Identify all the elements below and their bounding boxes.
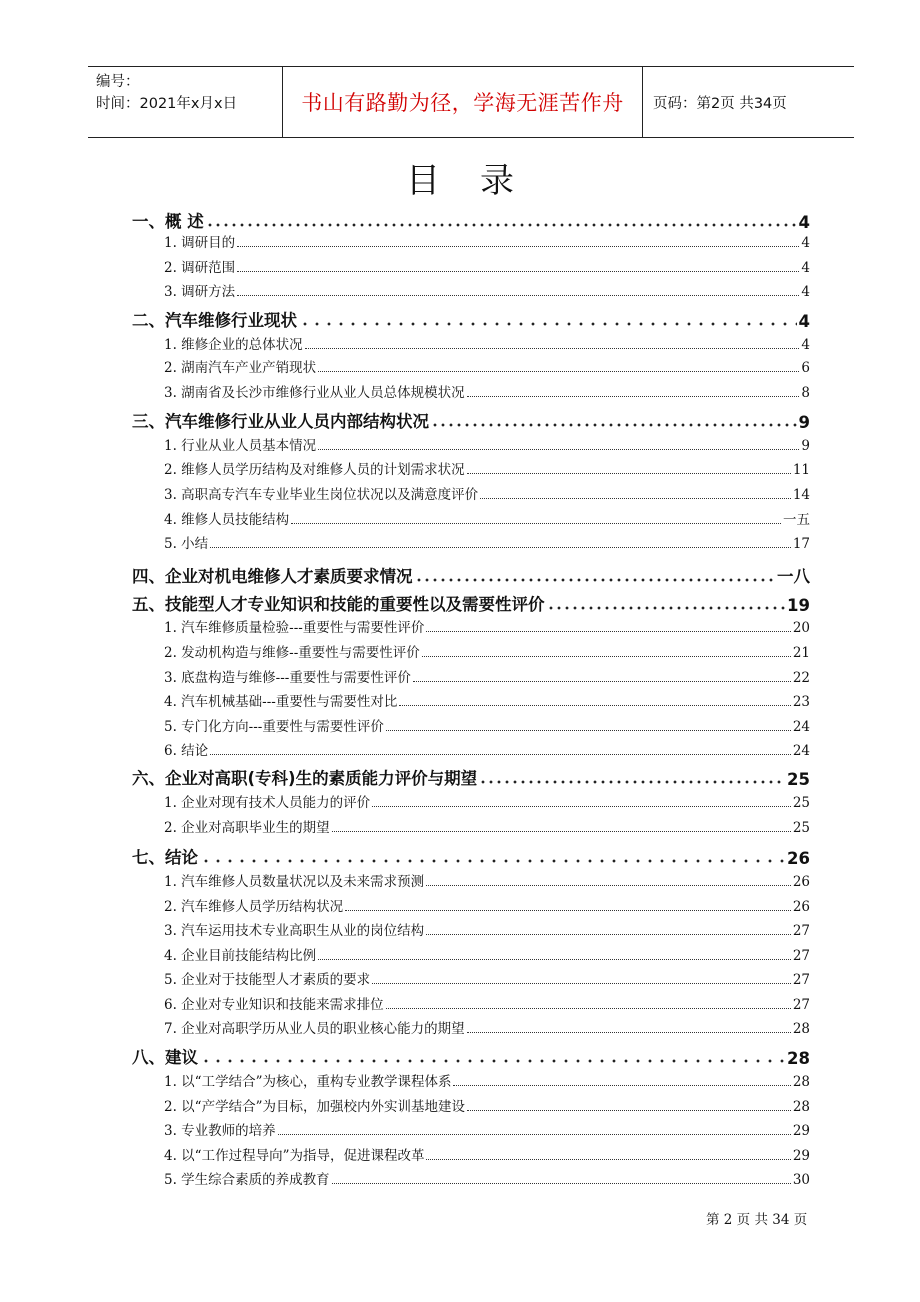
toc-subsection-entry[interactable]: [132, 381, 810, 401]
toc-leader-dots: [480, 498, 791, 499]
header-code-label: 编号：: [96, 74, 140, 90]
toc-subsection-entry[interactable]: [132, 944, 810, 964]
toc-entry-label: 2. 汽车维修人员学历结构状况: [164, 899, 344, 915]
toc-entry-label: 6. 结论: [164, 743, 209, 759]
toc-subsection-entry[interactable]: [132, 968, 810, 988]
toc-leader-dots: [413, 681, 791, 682]
toc-entry-label: 4. 以“工作过程导向”为指导，促进课程改革: [164, 1148, 425, 1164]
toc-entry-page: 9: [798, 413, 810, 432]
toc-subsection-entry[interactable]: [132, 919, 810, 939]
page-title: 目录: [406, 161, 554, 201]
toc-leader-dots: [332, 831, 791, 832]
toc-entry-label: 1. 汽车维修质量检验---重要性与需要性评价: [164, 620, 425, 636]
toc-subsection-entry[interactable]: [132, 1119, 810, 1139]
toc-entry-page: 22: [792, 670, 810, 686]
toc-leader-dots: [479, 780, 785, 784]
toc-leader-dots: [210, 754, 791, 755]
toc-leader-dots: [210, 547, 791, 548]
toc-leader-dots: [467, 396, 800, 397]
toc-subsection-entry[interactable]: [132, 458, 810, 478]
header-page-info-cell: [643, 67, 854, 137]
toc-entry-label: 1. 企业对现有技术人员能力的评价: [164, 795, 371, 811]
toc-entry-page: 25: [792, 795, 810, 811]
toc-entry-label: 4. 维修人员技能结构: [164, 512, 290, 528]
toc-entry-page: 26: [792, 899, 810, 915]
toc-entry-page: 30: [792, 1172, 810, 1188]
toc-section-entry[interactable]: [132, 591, 810, 615]
toc-section-entry[interactable]: [132, 208, 810, 232]
toc-leader-dots: [345, 910, 791, 911]
toc-section-entry[interactable]: [132, 307, 810, 331]
toc-leader-dots: [318, 371, 799, 372]
toc-entry-page: 8: [801, 385, 810, 401]
toc-leader-dots: [206, 223, 797, 227]
toc-subsection-entry[interactable]: [132, 690, 810, 710]
toc-leader-dots: [200, 1059, 785, 1063]
toc-entry-label: 2. 企业对高职毕业生的期望: [164, 820, 330, 836]
toc-subsection-entry[interactable]: [132, 356, 810, 376]
toc-leader-dots: [399, 705, 790, 706]
toc-entry-page: 4: [801, 260, 810, 276]
toc-leader-dots: [332, 1183, 791, 1184]
header-page-info: 页码：第2页 共34页: [653, 95, 787, 112]
toc-entry-page: 29: [792, 1123, 810, 1139]
toc-entry-label: 4. 汽车机械基础---重要性与需要性对比: [164, 694, 398, 710]
toc-subsection-entry[interactable]: [132, 1144, 810, 1164]
toc-subsection-entry[interactable]: [132, 993, 810, 1013]
header-meta: [88, 67, 283, 137]
toc-entry-label: 5. 小结: [164, 536, 209, 552]
toc-leader-dots: [372, 806, 791, 807]
header-time-label: 时间：2021年x月x日: [96, 96, 238, 112]
page-header: [88, 66, 854, 138]
toc-subsection-entry[interactable]: [132, 715, 810, 735]
toc-subsection-entry[interactable]: [132, 231, 810, 251]
toc-subsection-entry[interactable]: [132, 280, 810, 300]
toc-subsection-entry[interactable]: [132, 666, 810, 686]
toc-entry-page: 28: [792, 1074, 810, 1090]
toc-leader-dots: [305, 348, 800, 349]
toc-entry-page: 一五: [783, 512, 810, 528]
toc-entry-label: 2. 发动机构造与维修--重要性与需要性评价: [164, 645, 420, 661]
toc-entry-page: 17: [792, 536, 810, 552]
toc-entry-label: 3. 高职高专汽车专业毕业生岗位状况以及满意度评价: [164, 487, 479, 503]
page-footer: 第 2 页 共 34 页: [706, 1212, 808, 1228]
toc-leader-dots: [278, 1134, 791, 1135]
toc-entry-label: 3. 调研方法: [164, 284, 236, 300]
toc-entry-label: 1. 以“工学结合”为核心，重构专业教学课程体系: [164, 1074, 452, 1090]
toc-entry-page: 4: [798, 312, 810, 331]
toc-subsection-entry[interactable]: [132, 434, 810, 454]
toc-leader-dots: [467, 473, 791, 474]
toc-entry-label: 5. 学生综合素质的养成教育: [164, 1172, 330, 1188]
toc-entry-label: 2. 维修人员学历结构及对维修人员的计划需求状况: [164, 462, 465, 478]
toc-entry-page: 24: [792, 719, 810, 735]
toc-entry-label: 2. 湖南汽车产业产销现状: [164, 360, 317, 376]
toc-entry-page: 28: [792, 1099, 810, 1115]
toc-leader-dots: [422, 656, 791, 657]
toc-leader-dots: [291, 523, 781, 524]
toc-subsection-entry[interactable]: [132, 256, 810, 276]
toc-entry-page: 4: [798, 213, 810, 232]
toc-entry-page: 26: [792, 874, 810, 890]
toc-entry-page: 14: [792, 487, 810, 503]
toc-entry-label: 7. 企业对高职学历从业人员的职业核心能力的期望: [164, 1021, 465, 1037]
toc-entry-label: 八、建议: [132, 1048, 198, 1067]
toc-entry-page: 4: [801, 284, 810, 300]
toc-entry-label: 六、企业对高职(专科)生的素质能力评价与期望: [132, 769, 478, 788]
toc-entry-label: 五、技能型人才专业知识和技能的重要性以及需要性评价: [132, 595, 545, 614]
toc-leader-dots: [237, 271, 799, 272]
toc-entry-page: 28: [787, 1049, 810, 1068]
toc-leader-dots: [318, 449, 799, 450]
toc-subsection-entry[interactable]: [132, 816, 810, 836]
toc-entry-label: 二、汽车维修行业现状: [132, 311, 297, 330]
toc-entry-label: 2. 调研范围: [164, 260, 236, 276]
toc-subsection-entry[interactable]: [132, 791, 810, 811]
toc-subsection-entry[interactable]: [132, 1070, 810, 1090]
toc-entry-label: 3. 汽车运用技术专业高职生从业的岗位结构: [164, 923, 425, 939]
toc-leader-dots: [426, 885, 791, 886]
toc-entry-page: 一八: [777, 567, 810, 586]
header-motto: 书山有路勤为径，学海无涯苦作舟: [283, 67, 643, 137]
toc-subsection-entry[interactable]: [132, 641, 810, 661]
toc-entry-page: 19: [787, 596, 810, 615]
toc-entry-page: 6: [801, 360, 810, 376]
toc-entry-label: 2. 以“产学结合”为目标，加强校内外实训基地建设: [164, 1099, 465, 1115]
toc-leader-dots: [453, 1085, 790, 1086]
toc-entry-label: 3. 底盘构造与维修---重要性与需要性评价: [164, 670, 411, 686]
toc-entry-page: 27: [792, 972, 810, 988]
toc-leader-dots: [426, 1159, 790, 1160]
toc-entry-page: 27: [792, 923, 810, 939]
toc-entry-page: 25: [787, 770, 810, 789]
toc-leader-dots: [426, 631, 790, 632]
toc-entry-page: 4: [801, 235, 810, 251]
toc-entry-page: 29: [792, 1148, 810, 1164]
toc-section-entry[interactable]: [132, 408, 810, 432]
toc-leader-dots: [237, 246, 799, 247]
toc-subsection-entry[interactable]: [132, 1095, 810, 1115]
toc-entry-label: 3. 专业教师的培养: [164, 1123, 276, 1139]
toc-entry-label: 1. 调研目的: [164, 235, 236, 251]
toc-leader-dots: [318, 959, 791, 960]
toc-section-entry[interactable]: [132, 844, 810, 868]
toc-subsection-entry[interactable]: [132, 870, 810, 890]
toc-leader-dots: [299, 322, 797, 326]
toc-leader-dots: [237, 295, 799, 296]
toc-leader-dots: [467, 1110, 791, 1111]
toc-subsection-entry[interactable]: [132, 616, 810, 636]
toc-entry-label: 1. 行业从业人员基本情况: [164, 438, 317, 454]
toc-subsection-entry[interactable]: [132, 483, 810, 503]
toc-entry-label: 七、结论: [132, 848, 198, 867]
toc-leader-dots: [415, 578, 776, 582]
toc-entry-page: 24: [792, 743, 810, 759]
toc-subsection-entry[interactable]: [132, 739, 810, 759]
toc-leader-dots: [386, 730, 791, 731]
toc-leader-dots: [431, 423, 797, 427]
toc-entry-page: 20: [792, 620, 810, 636]
toc-entry-page: 27: [792, 997, 810, 1013]
toc-entry-label: 5. 企业对于技能型人才素质的要求: [164, 972, 371, 988]
toc-entry-page: 21: [792, 645, 810, 661]
toc-entry-page: 4: [801, 337, 810, 353]
toc-leader-dots: [547, 606, 786, 610]
toc-entry-page: 9: [801, 438, 810, 454]
toc-subsection-entry[interactable]: [132, 895, 810, 915]
toc-entry-page: 23: [792, 694, 810, 710]
toc-entry-label: 三、汽车维修行业从业人员内部结构状况: [132, 412, 429, 431]
toc-entry-label: 6. 企业对专业知识和技能来需求排位: [164, 997, 384, 1013]
toc-entry-label: 5. 专门化方向---重要性与需要性评价: [164, 719, 384, 735]
toc-entry-label: 1. 汽车维修人员数量状况以及未来需求预测: [164, 874, 425, 890]
toc-entry-label: 一、概 述: [132, 212, 204, 231]
toc-section-entry[interactable]: [132, 1044, 810, 1068]
toc-leader-dots: [386, 1008, 791, 1009]
toc-leader-dots: [372, 983, 791, 984]
toc-section-entry[interactable]: [132, 765, 810, 789]
toc-entry-label: 1. 维修企业的总体状况: [164, 337, 303, 353]
toc-entry-page: 28: [792, 1021, 810, 1037]
toc-entry-label: 3. 湖南省及长沙市维修行业从业人员总体规模状况: [164, 385, 465, 401]
toc-subsection-entry[interactable]: [132, 1017, 810, 1037]
toc-subsection-entry[interactable]: [132, 333, 810, 353]
toc-section-entry[interactable]: [132, 563, 810, 587]
toc-entry-page: 27: [792, 948, 810, 964]
toc-leader-dots: [467, 1032, 791, 1033]
toc-leader-dots: [426, 934, 791, 935]
toc-entry-label: 4. 企业目前技能结构比例: [164, 948, 317, 964]
toc-subsection-entry[interactable]: [132, 532, 810, 552]
toc-subsection-entry[interactable]: [132, 508, 810, 528]
toc-leader-dots: [200, 859, 785, 863]
toc-entry-page: 26: [787, 849, 810, 868]
toc-entry-page: 11: [792, 462, 810, 478]
toc-subsection-entry[interactable]: [132, 1168, 810, 1188]
toc-entry-page: 25: [792, 820, 810, 836]
toc-entry-label: 四、企业对机电维修人才素质要求情况: [132, 567, 413, 586]
